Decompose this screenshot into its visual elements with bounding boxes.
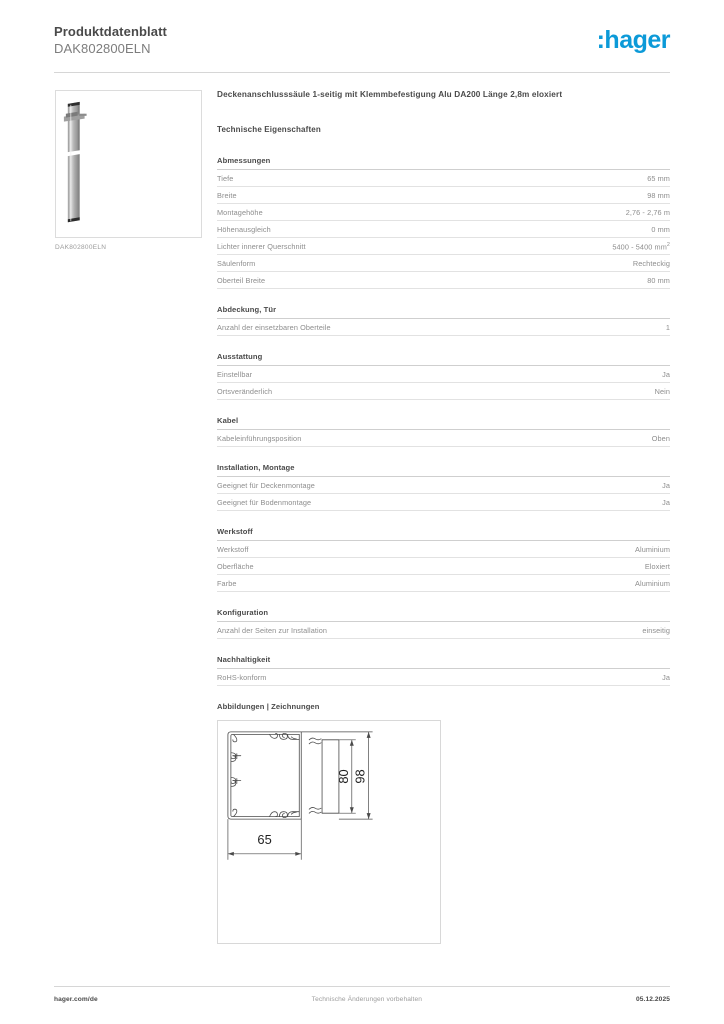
product-image-panel <box>55 90 202 238</box>
header-divider <box>54 72 670 73</box>
spec-value: 65 mm <box>647 174 670 183</box>
title-block <box>54 24 167 58</box>
spec-value: einseitig <box>642 626 670 636</box>
spec-value: Eloxiert <box>644 562 670 572</box>
spec-label: RoHS-konform <box>217 673 267 683</box>
cross-section-drawing <box>218 721 440 943</box>
dimension-label-total-width: 98 <box>352 769 368 785</box>
spec-value: Ja <box>662 498 670 508</box>
page-title: Produktdatenblatt <box>54 24 167 39</box>
dimension-label-depth: 65 <box>257 832 272 848</box>
dimension-label-upper-width: 80 <box>335 769 351 785</box>
spec-value: 80 mm <box>647 276 670 286</box>
spec-row <box>217 622 670 639</box>
spec-group-title: Nachhaltigkeit <box>217 655 670 669</box>
product-column-photo <box>56 91 201 237</box>
spec-row <box>217 187 670 204</box>
spec-group <box>217 463 670 511</box>
spec-value: 1 <box>665 323 670 333</box>
spec-label: Lichter innerer Querschnitt <box>217 242 306 252</box>
spec-group <box>217 527 670 592</box>
spec-group <box>217 156 670 289</box>
footer-disclaimer: Technische Änderungen vorbehalten <box>311 996 423 1003</box>
page-header <box>54 24 670 72</box>
spec-row <box>217 319 670 336</box>
spec-value: 5400 - 5400 $mm^2$ <box>612 242 670 252</box>
spec-row <box>217 669 670 686</box>
footer-website-link[interactable]: hager.com/de <box>54 996 98 1003</box>
spec-label: Kabeleinführungsposition <box>217 434 302 444</box>
spec-value: Rechteckig <box>632 259 670 269</box>
footer-date: 05.12.2025 <box>635 996 670 1003</box>
specification-groups <box>217 156 670 686</box>
spec-row <box>217 255 670 272</box>
spec-row <box>217 575 670 592</box>
drawings-title: Abbildungen | Zeichnungen <box>217 702 320 712</box>
spec-value: Ja <box>662 673 670 683</box>
page-footer <box>54 996 670 1003</box>
spec-label: Geeignet für Bodenmontage <box>217 498 312 508</box>
spec-group <box>217 305 670 336</box>
spec-row <box>217 170 670 187</box>
spec-row <box>217 272 670 289</box>
spec-group-title: Abdeckung, Tür <box>217 305 670 319</box>
spec-group-title: Ausstattung <box>217 352 670 366</box>
spec-row <box>217 494 670 511</box>
spec-value: 98 mm <box>647 191 670 200</box>
product-description: Deckenanschlusssäule 1-seitig mit Klemmbefestigung Alu DA200 Länge 2,8m eloxiert <box>217 90 563 99</box>
spec-row <box>217 477 670 494</box>
spec-value: Nein <box>654 387 670 397</box>
spec-label: Anzahl der Seiten zur Installation <box>217 626 328 636</box>
hager-logo: :hager <box>596 26 670 54</box>
spec-group-title: Abmessungen <box>217 156 670 170</box>
spec-row <box>217 541 670 558</box>
spec-row <box>217 204 670 221</box>
spec-label: Höhenausgleich <box>217 225 271 234</box>
spec-group-title: Installation, Montage <box>217 463 670 477</box>
spec-label: Oberfläche <box>217 562 254 572</box>
spec-label: Oberteil Breite <box>217 276 266 286</box>
spec-group-title: Konfiguration <box>217 608 670 622</box>
spec-row <box>217 366 670 383</box>
spec-label: Montagehöhe <box>217 208 263 217</box>
spec-value: 2,76 - 2,76 m <box>625 208 670 217</box>
spec-label: Tiefe <box>217 174 234 183</box>
spec-label: Anzahl der einsetzbaren Oberteile <box>217 323 331 333</box>
spec-value: Aluminium <box>635 545 670 555</box>
spec-row <box>217 238 670 255</box>
spec-label: Säulenform <box>217 259 256 269</box>
spec-group <box>217 352 670 400</box>
spec-label: Farbe <box>217 579 237 589</box>
spec-row <box>217 430 670 447</box>
spec-label: Geeignet für Deckenmontage <box>217 481 315 491</box>
product-image-caption: DAK802800ELN <box>55 244 107 251</box>
spec-group-title: Werkstoff <box>217 527 670 541</box>
spec-value: Ja <box>662 481 670 491</box>
footer-divider <box>54 986 670 987</box>
spec-value-superscript: 2 <box>666 242 670 248</box>
spec-value: 0 mm <box>651 225 670 234</box>
main-content <box>217 90 670 944</box>
spec-row <box>217 383 670 400</box>
spec-group-title: Kabel <box>217 416 670 430</box>
spec-label: Einstellbar <box>217 370 253 380</box>
spec-label: Breite <box>217 191 237 200</box>
spec-value: Aluminium <box>635 579 670 589</box>
spec-value: Ja <box>662 370 670 380</box>
spec-label: Ortsveränderlich <box>217 387 273 397</box>
spec-group <box>217 608 670 639</box>
technical-drawing-box <box>217 720 441 944</box>
spec-group <box>217 655 670 686</box>
spec-row <box>217 221 670 238</box>
spec-group <box>217 416 670 447</box>
spec-label: Werkstoff <box>217 545 249 555</box>
technical-properties-title: Technische Eigenschaften <box>217 125 321 134</box>
spec-row <box>217 558 670 575</box>
spec-value: Oben <box>651 434 670 444</box>
page-subtitle-article-number: DAK802800ELN <box>54 41 151 57</box>
